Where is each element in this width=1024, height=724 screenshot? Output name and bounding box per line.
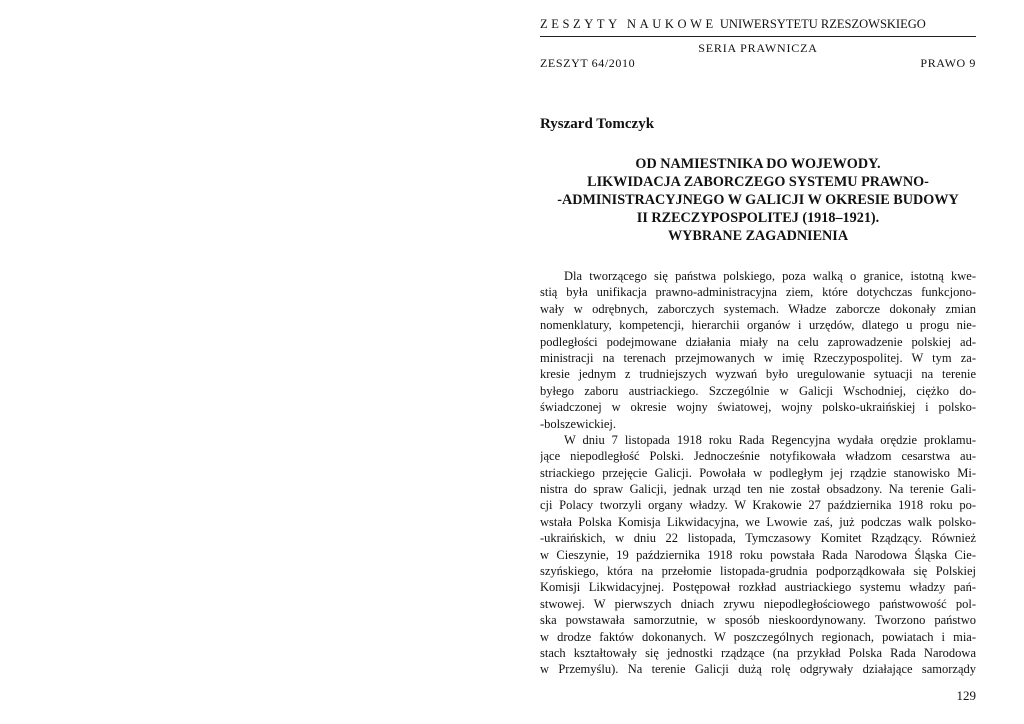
body-line: jące niepodległość Polski. Jednocześnie notyfikowała władzom cesarstwa au- <box>540 449 976 464</box>
body-line: podległości podejmowane działania miały na celu zaprowadzenie polskiej ad- <box>540 334 976 349</box>
body-line: Komisji Likwidacyjnej. Postępował rozkład austriackiego systemu władzy pań- <box>540 580 976 595</box>
body-line: wstała Polska Komisja Likwidacyjna, we Lwowie zaś, już podczas walk polsko- <box>540 514 976 529</box>
body-line: nomenklatury, kompetencji, hierarchii organów i urzędów, dlatego u progu nie- <box>540 318 976 333</box>
body-line: cji Polacy tworzyli organy władzy. W Krakowie 27 października 1918 roku po- <box>540 498 976 513</box>
page-number: 129 <box>956 688 976 703</box>
body-line: byłego zaboru austriackiego. Szczególnie w Galicji Wschodniej, ciężko do- <box>540 383 976 398</box>
title-line: OD NAMIESTNIKA DO WOJEWODY. <box>635 156 881 172</box>
body-line: Dla tworzącego się państwa polskiego, poza walką o granice, istotną kwe- <box>564 269 976 283</box>
body-line: stią była unifikacja prawno-administracyjna ziem, które dotychczas funkcjono- <box>540 285 976 300</box>
body-line: -ukraińskich, w dniu 22 listopada, Tymczasowy Komitet Rządzący. Również <box>540 531 976 546</box>
body-line: wały w odrębnych, zaborczych systemach. Władze zaborcze dokonały zmian <box>540 301 976 316</box>
title-line: II RZECZYPOSPOLITEJ (1918–1921). <box>636 210 880 226</box>
body-line: w Przemyślu). Na terenie Galicji dużą rolę odgrywały działające samorządy <box>540 662 976 677</box>
issue-line <box>540 56 976 71</box>
body-line: szyńskiego, która na przełomie listopada-grudnia podporządkowała się Polskiej <box>540 564 976 579</box>
volume-number: PRAWO 9 <box>920 56 976 70</box>
body-line: ministracji na terenach przejmowanych w imię Rzeczypospolitej. W tym za- <box>540 350 976 365</box>
body-line: ska powstawała samorzutnie, w sposób nieskoordynowany. Tworzono państwo <box>540 613 976 628</box>
title-line: WYBRANE ZAGADNIENIA <box>667 228 849 244</box>
body-line: striackiego przejęcie Galicji. Powołała w podległym jej rządzie stanowisko Mi- <box>540 465 976 480</box>
body-line: nistra do spraw Galicji, jednak urząd ten nie został obsadzony. Na terenie Gali- <box>540 482 976 497</box>
author-name: Ryszard Tomczyk <box>540 116 655 132</box>
body-line: stach kształtowały się jednostki rządzące (na przykład Polska Rada Narodowa <box>540 645 976 660</box>
header-rule <box>540 36 976 37</box>
article-title <box>540 155 976 245</box>
body-line: kresie jednym z trudniejszych wyzwań było uregulowanie sytuacji na terenie <box>540 367 976 382</box>
body-line: -bolszewickiej. <box>540 416 617 431</box>
journal-name-spaced: ZESZYTY NAUKOWE <box>540 17 717 31</box>
journal-header <box>540 17 976 32</box>
title-line: -ADMINISTRACYJNEGO W GALICJI W OKRESIE BUDOWY <box>557 192 959 208</box>
body-line: stwowej. W pierwszych dniach zrywu niepodległościowego państwowość pol- <box>540 596 976 611</box>
journal-name-rest: UNIWERSYTETU RZESZOWSKIEGO <box>719 17 926 31</box>
body-line: świadczonej w okresie wojny światowej, wojny polsko-ukraińskiej i polsko- <box>540 400 976 415</box>
series-name: SERIA PRAWNICZA <box>698 41 818 55</box>
body-line: w Cieszynie, 19 października 1918 roku powstała Rada Narodowa Śląska Cie- <box>540 547 976 562</box>
article-page <box>540 0 976 724</box>
body-line: w drodze faktów dokonanych. W poszczególnych regionach, powiatach i mia- <box>540 629 976 644</box>
body-line: W dniu 7 listopada 1918 roku Rada Regencyjna wydała orędzie proklamu- <box>564 432 976 447</box>
title-line: LIKWIDACJA ZABORCZEGO SYSTEMU PRAWNO- <box>587 174 929 190</box>
issue-number: ZESZYT 64/2010 <box>540 56 636 70</box>
article-body <box>540 268 976 678</box>
